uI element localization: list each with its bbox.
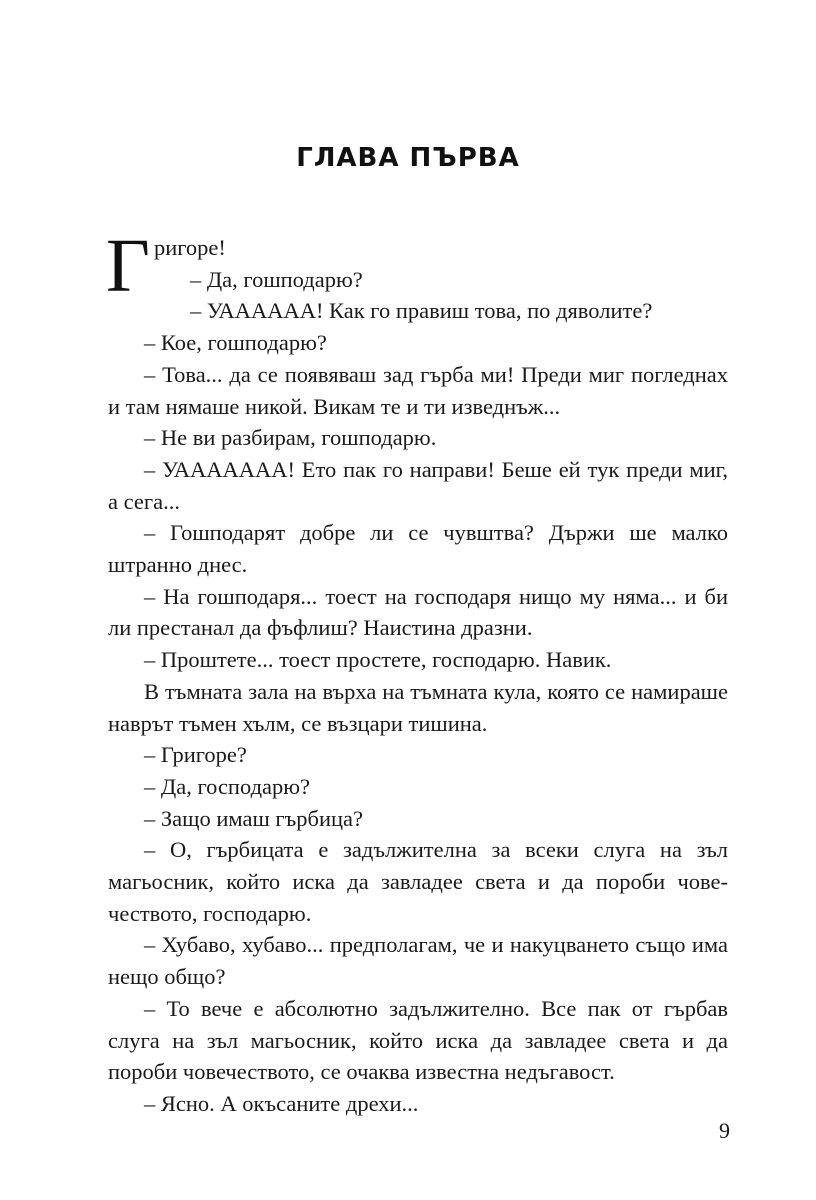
paragraph: – Ясно. А окъсаните дрехи...: [144, 1090, 419, 1116]
paragraph: В тъмната зала на върха на тъмната кула, която се намираше наврът тъмен хълм, се възцари тишина.: [108, 678, 728, 736]
paragraph: – На гошподаря... тоест на господаря нищо му няма... и би ли престанал да фъфлиш? Наистина дразни.: [108, 583, 728, 641]
paragraph: – Кое, гошподарю?: [144, 330, 327, 356]
opening-text: ригоре!: [153, 235, 226, 260]
paragraph: – УАААААAA! Ето пак го направи! Беше ей тук преди миг, а сега...: [108, 456, 728, 514]
paragraph: – Не ви разбирам, гошподарю.: [144, 425, 437, 451]
paragraph: – УААААAA! Как го правиш това, по дяволите?: [189, 298, 653, 324]
paragraph: – Григоре?: [144, 742, 247, 768]
paragraph: – Защо имаш гърбица?: [144, 805, 364, 831]
paragraph: – Това... да се появяваш зад гърба ми! Преди миг погледнах и там нямаше никой. Викам те и ти изведнъж...: [108, 361, 728, 419]
page-number: 9: [719, 1118, 730, 1143]
paragraph: – Хубаво, хубаво... предполагам, че и накуцването също има нещо общо?: [108, 932, 728, 990]
paragraph: – Проштете... тоест простете, господарю. Навик.: [144, 647, 612, 673]
paragraph: – То вече е абсолютно задължително. Все пак от гърбав слуга на зъл магьосник, който иска да завладее света и да пороби човечеството, се очаква известна недъгавост.: [108, 995, 728, 1085]
paragraph: – Да, гошподарю?: [189, 266, 363, 292]
chapter-body: [106, 224, 728, 1120]
chapter-title: ГЛАВА ПЪРВА: [296, 143, 520, 173]
paragraph: – Гошподарят добре ли се чувштва? Държи ше малко штранно днес.: [108, 520, 728, 578]
paragraph: – О, гърбицата е задължителна за всеки слуга на зъл магьосник, който иска да завладее света и да пороби човечеството, господарю.: [108, 837, 728, 926]
paragraph: – Да, господарю?: [144, 773, 311, 799]
drop-cap: Г: [106, 224, 150, 308]
